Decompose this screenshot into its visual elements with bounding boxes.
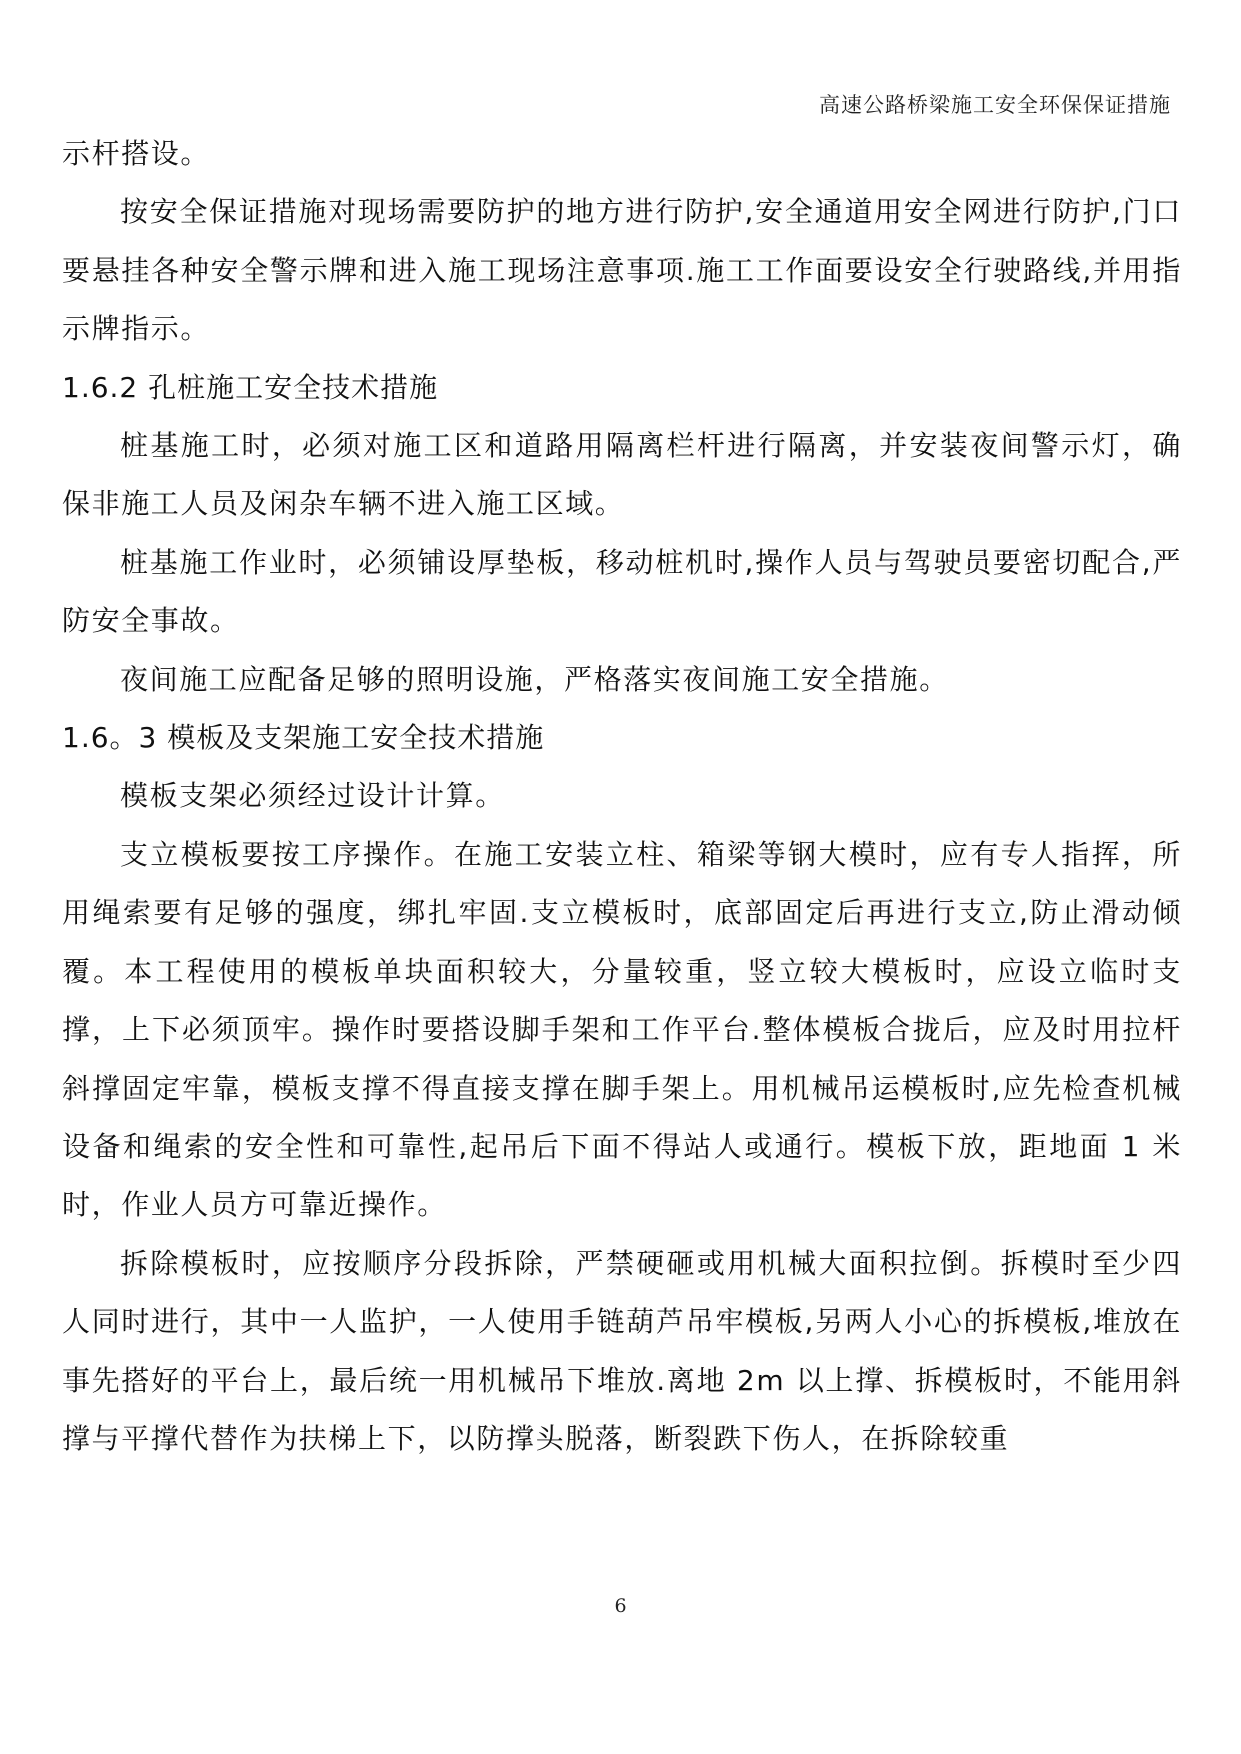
body-paragraph: 桩基施工时，必须对施工区和道路用隔离栏杆进行隔离，并安装夜间警示灯，确保非施工人员及闲杂车辆不进入施工区域。: [62, 429, 1182, 521]
page-number: 6: [614, 1595, 627, 1617]
document-body: [62, 125, 1182, 1468]
body-paragraph: 支立模板要按工序操作。在施工安装立柱、箱梁等钢大模时，应有专人指挥，所用绳索要有足够的强度，绑扎牢固.支立模板时，底部固定后再进行支立,防止滑动倾覆。本工程使用的模板单块面积较大，分量较重，竖立较大模板时，应设立临时支撑，上下必须顶牢。操作时要搭设脚手架和工作平台.整体模板合拢后，应及时用拉杆斜撑固定牢靠，模板支撑不得直接支撑在脚手架上。用机械吊运模板时,应先检查机械设备和绳索的安全性和可靠性,起吊后下面不得站人或通行。模板下放，距地面 1 米时，作业人员方可靠近操作。: [62, 837, 1182, 1222]
body-paragraph: 按安全保证措施对现场需要防护的地方进行防护,安全通道用安全网进行防护,门口要悬挂各种安全警示牌和进入施工现场注意事项.施工工作面要设安全行驶路线,并用指示牌指示。: [62, 195, 1182, 346]
body-paragraph: 桩基施工作业时，必须铺设厚垫板，移动桩机时,操作人员与驾驶员要密切配合,严防安全事故。: [62, 545, 1182, 638]
body-paragraph: 拆除模板时，应按顺序分段拆除，严禁硬砸或用机械大面积拉倒。拆模时至少四人同时进行，其中一人监护，一人使用手链葫芦吊牢模板,另两人小心的拆模板,堆放在事先搭好的平台上，最后统一用机械吊下堆放.离地 2m 以上撑、拆模板时，不能用斜撑与平撑代替作为扶梯上下，以防撑头脱落，断裂跌下伤人，在拆除较重: [62, 1246, 1182, 1455]
section-heading: 1.6。3 模板及支架施工安全技术措施: [62, 721, 545, 755]
body-paragraph: 夜间施工应配备足够的照明设施，严格落实夜间施工安全措施。: [120, 662, 949, 696]
running-header: 高速公路桥梁施工安全环保保证措施: [819, 93, 1171, 117]
header-divider: [62, 122, 1179, 123]
body-paragraph: 模板支架必须经过设计计算。: [120, 779, 505, 813]
section-heading: 1.6.2 孔桩施工安全技术措施: [62, 370, 439, 404]
body-paragraph: 示杆搭设。: [62, 137, 211, 170]
